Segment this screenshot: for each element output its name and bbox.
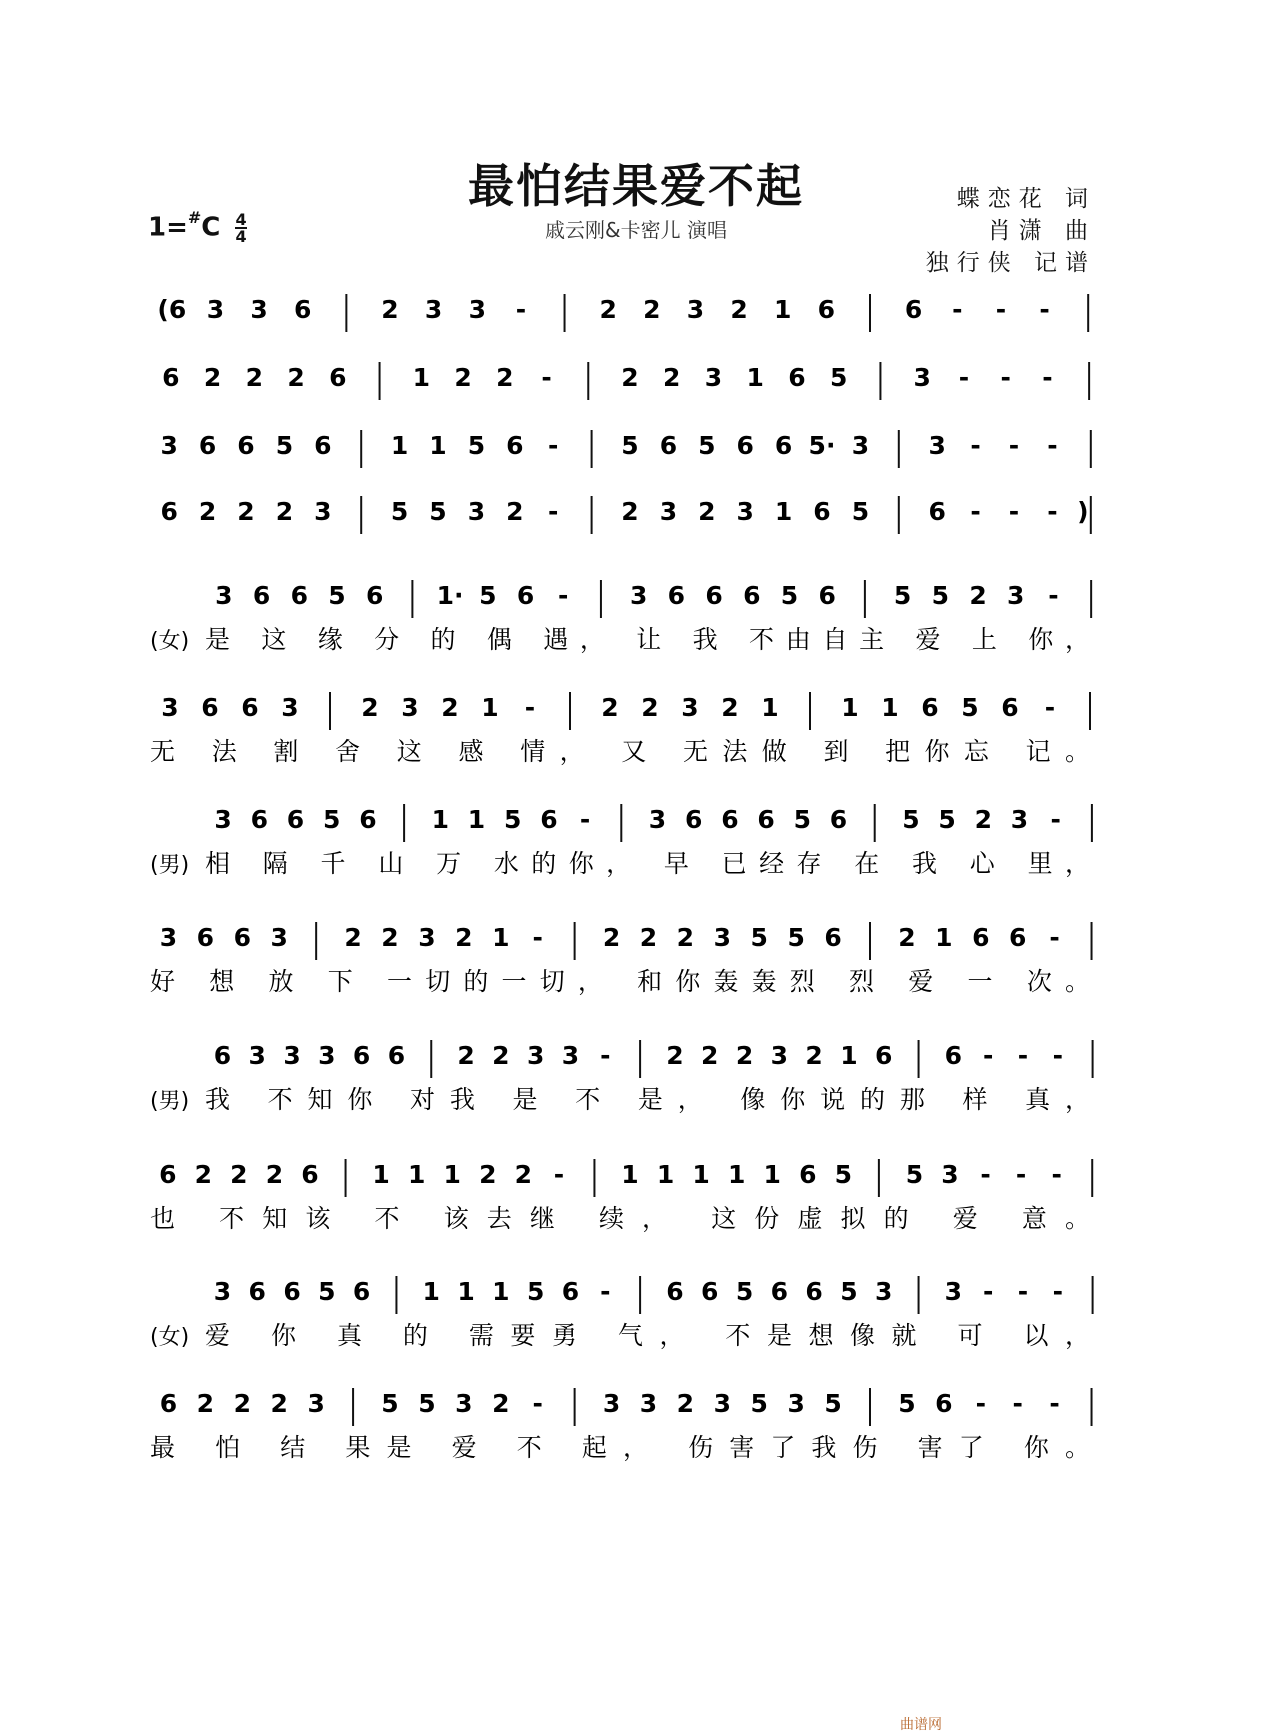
note: 3: [401, 693, 419, 722]
note: 3: [629, 581, 648, 610]
note: 2: [735, 1041, 754, 1070]
note: 3: [418, 923, 436, 952]
note: 1: [621, 1160, 639, 1189]
note: 3: [602, 1389, 621, 1418]
note: 1: [492, 923, 510, 952]
lyricist-credit: 蝶恋花 词: [956, 186, 1096, 212]
note: 3: [214, 805, 232, 834]
note: -: [980, 1160, 991, 1189]
note: -: [524, 693, 536, 722]
note: 6: [659, 431, 678, 460]
note: 6: [736, 431, 754, 460]
song-title: 最怕结果爱不起: [468, 159, 804, 213]
note: -: [548, 431, 559, 460]
note: 6: [757, 805, 775, 834]
note: 3: [561, 1041, 580, 1070]
note: 2: [601, 693, 619, 722]
note: 5: [318, 1277, 336, 1306]
note: 1: [372, 1160, 390, 1189]
note: 1: [840, 1041, 858, 1070]
note: 6: [928, 497, 946, 526]
note: 1: [481, 693, 499, 722]
note: 5: [824, 1389, 842, 1418]
note: 2: [237, 497, 255, 526]
note: 3: [250, 295, 268, 324]
note: 1: [492, 1277, 510, 1306]
note: -: [515, 295, 527, 324]
lyric-line: 是 这 缘 分 的 偶 遇， 让 我 不由自主 爱 上 你，: [205, 625, 1090, 654]
note: 3: [160, 431, 178, 460]
voice-tag: (女): [150, 629, 190, 654]
lyric-line: 爱 你 真 的 需要勇 气， 不是想像就 可 以，: [205, 1321, 1090, 1350]
note: 2: [457, 1041, 475, 1070]
note: 6: [684, 805, 703, 834]
note: -: [1051, 1160, 1062, 1189]
note: 6: [352, 1041, 371, 1070]
note: 2: [898, 923, 916, 952]
note: 6: [359, 805, 377, 834]
note: 3: [681, 693, 699, 722]
note: 1: [431, 805, 450, 834]
note: 2: [270, 1389, 288, 1418]
key-prefix: 1=: [148, 212, 188, 243]
note: -: [532, 923, 543, 952]
note: 1: [774, 497, 793, 526]
note: -: [970, 431, 981, 460]
note: 5·: [808, 431, 836, 460]
note: 3: [851, 431, 870, 460]
note: 1: [763, 1160, 781, 1189]
note: 2: [245, 363, 264, 392]
note: 3: [944, 1277, 963, 1306]
note: -: [553, 1160, 565, 1189]
note: -: [1049, 923, 1060, 952]
note: 2: [441, 693, 459, 722]
composer-credit: 肖潇 曲: [987, 218, 1096, 244]
note: -: [1047, 497, 1058, 526]
note: 2: [492, 1389, 510, 1418]
note: 6: [743, 581, 761, 610]
note: 5: [429, 497, 447, 526]
note: 6: [352, 1277, 371, 1306]
note: 2: [805, 1041, 823, 1070]
note: 5: [735, 1277, 754, 1306]
note: 5: [750, 923, 768, 952]
note: -: [1044, 693, 1056, 722]
note: 2: [698, 497, 716, 526]
note: 2: [381, 295, 399, 324]
note: 3: [639, 1389, 658, 1418]
note: 5: [780, 581, 799, 610]
note: 3: [318, 1041, 336, 1070]
note: 3: [206, 295, 225, 324]
note: 1: [656, 1160, 675, 1189]
note: 5: [938, 805, 956, 834]
note: 6: [788, 363, 806, 392]
note: 5: [503, 805, 522, 834]
note: 6: [1001, 693, 1019, 722]
note: 5: [698, 431, 716, 460]
note: 2: [203, 363, 222, 392]
note: 5: [390, 497, 409, 526]
time-top: 4: [235, 210, 247, 229]
transcriber-credit: 独行侠 记谱: [925, 250, 1096, 276]
note: 5: [961, 693, 979, 722]
note: 2: [663, 363, 681, 392]
note: -: [1039, 295, 1050, 324]
note: 6: [561, 1277, 580, 1306]
note: 2: [496, 363, 514, 392]
lyric-line: 无 法 割 舍 这 感 情， 又 无法做 到 把你忘 记。: [150, 737, 1090, 766]
note: 3: [283, 1041, 301, 1070]
note: 6: [159, 1389, 178, 1418]
note: 6: [286, 805, 305, 834]
note: 6: [252, 581, 271, 610]
note: 2: [275, 497, 294, 526]
note: 5: [829, 363, 848, 392]
note: 6: [705, 581, 723, 610]
note: 2: [514, 1160, 533, 1189]
note: 2: [602, 923, 621, 952]
note: 1: [443, 1160, 461, 1189]
note: 6: [237, 431, 255, 460]
note: 2: [643, 295, 661, 324]
note: 5: [322, 805, 341, 834]
note: -: [982, 1277, 994, 1306]
closing-paren: ): [1077, 497, 1089, 526]
note: 2: [344, 923, 362, 952]
note: 2: [454, 363, 472, 392]
note: 2: [361, 693, 379, 722]
note: -: [995, 295, 1007, 324]
note: 1: [390, 431, 409, 460]
note: 6: [198, 431, 217, 460]
note: 3: [213, 1277, 232, 1306]
note: 2: [621, 363, 639, 392]
note: 6: [666, 1277, 684, 1306]
note: 6: [972, 923, 990, 952]
note: 3: [215, 581, 233, 610]
note: 3: [686, 295, 705, 324]
note: 2: [676, 923, 695, 952]
note: -: [975, 1389, 986, 1418]
voice-tag: (女): [150, 1325, 190, 1350]
lyric-line: 好 想 放 下 一切的一切， 和你轰轰烈 烈 爱 一 次。: [150, 967, 1090, 996]
note: 3: [270, 923, 288, 952]
note: 6: [799, 1160, 817, 1189]
note: 6: [667, 581, 686, 610]
note: 3: [875, 1277, 893, 1306]
note: 1: [412, 363, 431, 392]
note: 6: [824, 923, 842, 952]
voice-tag: (男): [150, 1089, 190, 1114]
note: 2: [730, 295, 748, 324]
note: -: [952, 295, 963, 324]
note: 6: [250, 805, 269, 834]
note: -: [532, 1389, 543, 1418]
key-note: C: [201, 212, 221, 243]
note: 6: [241, 693, 259, 722]
note: 6: [1008, 923, 1027, 952]
note: 6: [516, 581, 535, 610]
note: 1: [761, 693, 779, 722]
note: 5: [328, 581, 346, 610]
note: 6: [196, 923, 215, 952]
note: 6: [201, 693, 219, 722]
note: 1: [881, 693, 899, 722]
note: 5: [893, 581, 912, 610]
note: 3: [787, 1389, 805, 1418]
note: -: [1050, 805, 1061, 834]
note: 6: [159, 1160, 177, 1189]
note: 3: [1007, 581, 1025, 610]
note: 1: [746, 363, 764, 392]
note: 1: [774, 295, 792, 324]
note: 2: [676, 1389, 695, 1418]
note: 3: [281, 693, 299, 722]
note: -: [1052, 1277, 1063, 1306]
note: -: [1017, 1277, 1029, 1306]
note: 5: [479, 581, 497, 610]
note: 6: [213, 1041, 232, 1070]
note: 2: [701, 1041, 719, 1070]
note: -: [558, 581, 569, 610]
note: 6: [818, 581, 836, 610]
note: 6: [160, 497, 178, 526]
note: -: [1052, 1041, 1063, 1070]
note: 2: [969, 581, 987, 610]
note: 1: [407, 1160, 426, 1189]
note: 3: [468, 295, 486, 324]
note: 3: [648, 805, 667, 834]
note: 6: [329, 363, 347, 392]
note: 3: [1010, 805, 1029, 834]
note: 6: [233, 923, 252, 952]
note: 6: [314, 431, 332, 460]
singers-credit: 戚云刚&卡密儿 演唱: [545, 218, 727, 242]
note: 3: [659, 497, 678, 526]
note: 2: [621, 497, 639, 526]
note: 6: [774, 431, 793, 460]
note: -: [548, 497, 559, 526]
note: 2: [974, 805, 993, 834]
note: -: [1049, 1389, 1060, 1418]
note: 6: [540, 805, 558, 834]
note: 6: [904, 295, 923, 324]
sharp-sign: #: [187, 208, 202, 227]
time-bottom: 4: [235, 227, 247, 246]
note: 2: [233, 1389, 252, 1418]
note: -: [1047, 431, 1058, 460]
note: 1: [429, 431, 447, 460]
note: 2: [230, 1160, 248, 1189]
note: 2: [194, 1160, 213, 1189]
note: 3: [307, 1389, 325, 1418]
lyric-line: 我 不知你 对我 是 不 是， 像你说的那 样 真，: [205, 1085, 1090, 1114]
note: 1: [467, 805, 486, 834]
note: 5: [851, 497, 870, 526]
note: -: [958, 363, 970, 392]
lyric-line: 最 怕 结 果是 爱 不 起， 伤害了我伤 害了 你。: [150, 1433, 1091, 1462]
lyric-line: 也 不知该 不 该去继 续， 这份虚拟的 爱 意。: [150, 1204, 1090, 1233]
note: 6: [721, 805, 739, 834]
note: 6: [817, 295, 836, 324]
note: 5: [793, 805, 812, 834]
note: -: [1042, 363, 1053, 392]
note: 2: [455, 923, 473, 952]
note: 2: [666, 1041, 684, 1070]
note: 5: [840, 1277, 858, 1306]
note: 3: [704, 363, 723, 392]
note: 6: [283, 1277, 301, 1306]
note: -: [1000, 363, 1011, 392]
note: 3: [713, 1389, 732, 1418]
note: 2: [265, 1160, 284, 1189]
note: 5: [902, 805, 920, 834]
note: 3: [159, 923, 178, 952]
note: -: [1017, 1041, 1029, 1070]
note: 6: [248, 1277, 266, 1306]
note: 6: [875, 1041, 893, 1070]
note: -: [1015, 1160, 1027, 1189]
note: 3: [314, 497, 332, 526]
note: 5: [467, 431, 486, 460]
note: 3: [526, 1041, 545, 1070]
note: 1: [841, 693, 859, 722]
note: 2: [721, 693, 739, 722]
note: 6: [301, 1160, 319, 1189]
note: 1: [727, 1160, 746, 1189]
note: 5: [905, 1160, 924, 1189]
note: 1: [422, 1277, 440, 1306]
note: 2: [479, 1160, 497, 1189]
note: 6: [770, 1277, 789, 1306]
note: 2: [381, 923, 399, 952]
note: 1: [457, 1277, 475, 1306]
note: 6: [162, 363, 180, 392]
note: 5: [621, 431, 639, 460]
note: -: [541, 363, 552, 392]
note: 6: [935, 1389, 953, 1418]
note: 2: [198, 497, 217, 526]
note: 2: [639, 923, 658, 952]
note: 2: [492, 1041, 510, 1070]
note: 6: [506, 431, 524, 460]
note: 6: [365, 581, 384, 610]
note: 5: [898, 1389, 916, 1418]
lyric-line: 相 隔 千 山 万 水的你， 早 已经存 在 我 心 里，: [205, 849, 1090, 878]
note: 6: [805, 1277, 823, 1306]
note: 1: [935, 923, 953, 952]
note: 1·: [436, 581, 464, 610]
note: 5: [750, 1389, 768, 1418]
note: -: [1008, 431, 1020, 460]
note: 5: [834, 1160, 853, 1189]
note: -: [970, 497, 981, 526]
note: 2: [196, 1389, 215, 1418]
note: 6: [290, 581, 308, 610]
note: (6: [157, 295, 187, 324]
note: 3: [913, 363, 931, 392]
note: -: [1048, 581, 1059, 610]
note: 1: [692, 1160, 710, 1189]
note: -: [1008, 497, 1020, 526]
note: 5: [381, 1389, 399, 1418]
note: 2: [287, 363, 305, 392]
note: -: [1012, 1389, 1023, 1418]
note: 3: [941, 1160, 959, 1189]
note: 3: [161, 693, 179, 722]
note: 2: [599, 295, 617, 324]
note: 6: [829, 805, 848, 834]
note: 6: [921, 693, 939, 722]
note: -: [982, 1041, 994, 1070]
note: 3: [770, 1041, 789, 1070]
note: 3: [455, 1389, 473, 1418]
note: 3: [467, 497, 486, 526]
note: 3: [928, 431, 946, 460]
footer-watermark: 曲谱网: [900, 1717, 942, 1733]
note: 6: [813, 497, 831, 526]
note: 6: [701, 1277, 719, 1306]
note: 2: [641, 693, 659, 722]
note: 5: [526, 1277, 545, 1306]
note: 5: [931, 581, 950, 610]
note: 3: [736, 497, 754, 526]
note: -: [600, 1041, 611, 1070]
note: 3: [424, 295, 443, 324]
note: 6: [387, 1041, 406, 1070]
note: -: [579, 805, 591, 834]
note: 3: [713, 923, 732, 952]
note: 3: [248, 1041, 266, 1070]
note: 6: [294, 295, 312, 324]
note: 5: [275, 431, 294, 460]
note: 5: [418, 1389, 436, 1418]
note: 2: [506, 497, 524, 526]
note: -: [600, 1277, 611, 1306]
voice-tag: (男): [150, 853, 190, 878]
note: 6: [944, 1041, 963, 1070]
note: 5: [787, 923, 805, 952]
